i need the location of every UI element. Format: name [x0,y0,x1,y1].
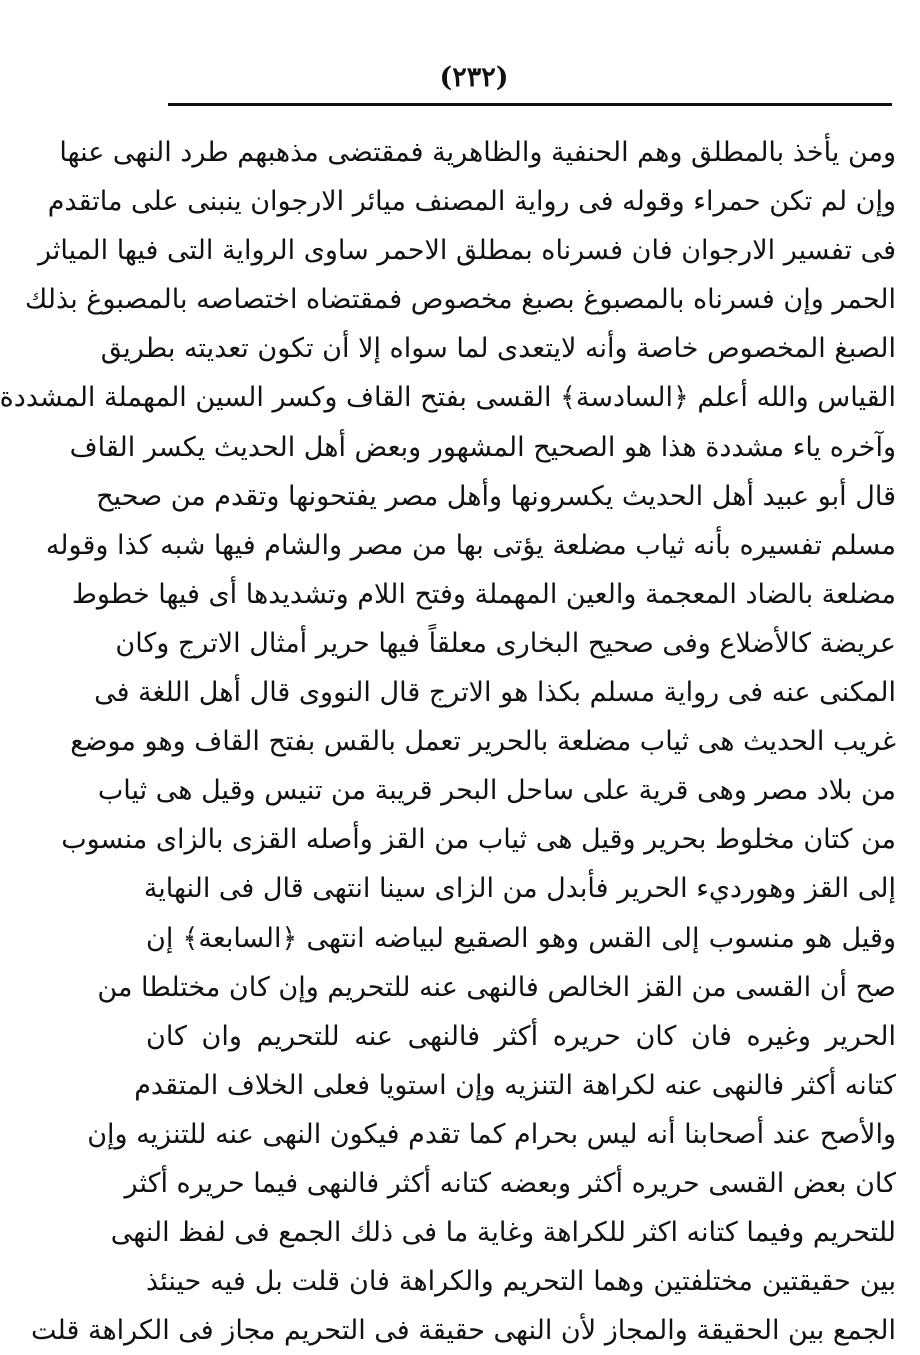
text-line: صح أن القسى من القز الخالص فالنهى عنه للتحريم وإن كان مختلطا من [97,971,896,1003]
text-line: المكنى عنه فى رواية مسلم بكذا هو الاترج قال النووى قال أهل اللغة فى [94,677,896,709]
text-line: كان بعض القسى حريره أكثر وبعضه كتانه أكثر فالنهى فيما حريره أكثر [124,1167,896,1199]
text-line: إلى القز وهورديء الحرير فأبدل من الزاى سينا انتهى قال فى النهاية [143,873,896,905]
text-line: الجمع بين الحقيقة والمجاز لأن النهى حقيقة فى التحريم مجاز فى الكراهة قلت [31,1315,896,1347]
text-line: وآخره ياء مشددة هذا هو الصحيح المشهور وبعض أهل الحديث يكسر القاف [69,431,896,463]
body-text [0,128,896,1355]
text-line: من كتان مخلوط بحرير وقيل هى ثياب من القز وأصله القزى بالزاى منسوب [61,824,896,856]
text-line: ومن يأخذ بالمطلق وهم الحنفية والظاهرية فمقتضى مذهبهم طرد النهى عنها [59,137,896,168]
text-line: للتحريم وفيما كتانه اكثر للكراهة وغاية ما فى ذلك الجمع فى لفظ النهى [110,1217,896,1249]
text-line: وقيل هو منسوب إلى القس وهو الصقيع لبياضه انتهى ﴿السابعة﴾ إن [146,922,896,954]
text-line: الحرير وغيره فان كان حريره أكثر فالنهى عنه للتحريم وان كان [146,1020,896,1052]
text-line: وإن لم تكن حمراء وقوله فى رواية المصنف ميائر الارجوان ينبنى على ماتقدم [47,186,896,218]
text-line: القياس والله أعلم ﴿السادسة﴾ القسى بفتح القاف وكسر السين المهملة المشددة [0,382,896,414]
text-line: غريب الحديث هى ثياب مضلعة بالحرير تعمل بالقس بفتح القاف وهو موضع [70,726,896,758]
text-line: قال أبو عبيد أهل الحديث يكسرونها وأهل مصر يفتحونها وتقدم من صحيح [96,480,896,512]
text-line: من بلاد مصر وهى قرية على ساحل البحر قريبة من تنيس وقيل هى ثياب [97,775,896,807]
text-line: الصبغ المخصوص خاصة وأنه لايتعدى لما سواه إلا أن تكون تعديته بطريق [100,333,896,365]
text-line: الحمر وإن فسرناه بالمصبوغ بصبغ مخصوص فمقتضاه اختصاصه بالمصبوغ بذلك [25,284,896,316]
text-line: والأصح عند أصحابنا أنه ليس بحرام كما تقدم فيكون النهى عنه للتنزيه وإن [87,1118,896,1150]
text-line: فى تفسير الارجوان فان فسرناه بمطلق الاحمر ساوى الرواية التى فيها المياثر [37,235,896,267]
header-rule [168,103,892,106]
text-line: كتانه أكثر فالنهى عنه لكراهة التنزيه وإن استويا فعلى الخلاف المتقدم [134,1069,896,1101]
text-line: مسلم تفسيره بأنه ثياب مضلعة يؤتى بها من مصر والشام فيها شبه كذا وقوله [45,529,896,561]
text-line: مضلعة بالضاد المعجمة والعين المهملة وفتح اللام وتشديدها أى فيها خطوط [71,578,896,610]
page-number: (٢٣٢) [439,62,509,93]
text-line: عريضة كالأضلاع وفى صحيح البخارى معلقاً فيها حرير أمثال الاترج وكان [115,627,896,659]
text-line: بين حقيقتين مختلفتين وهما التحريم والكراهة فان قلت بل فيه حينئذ [146,1266,896,1298]
